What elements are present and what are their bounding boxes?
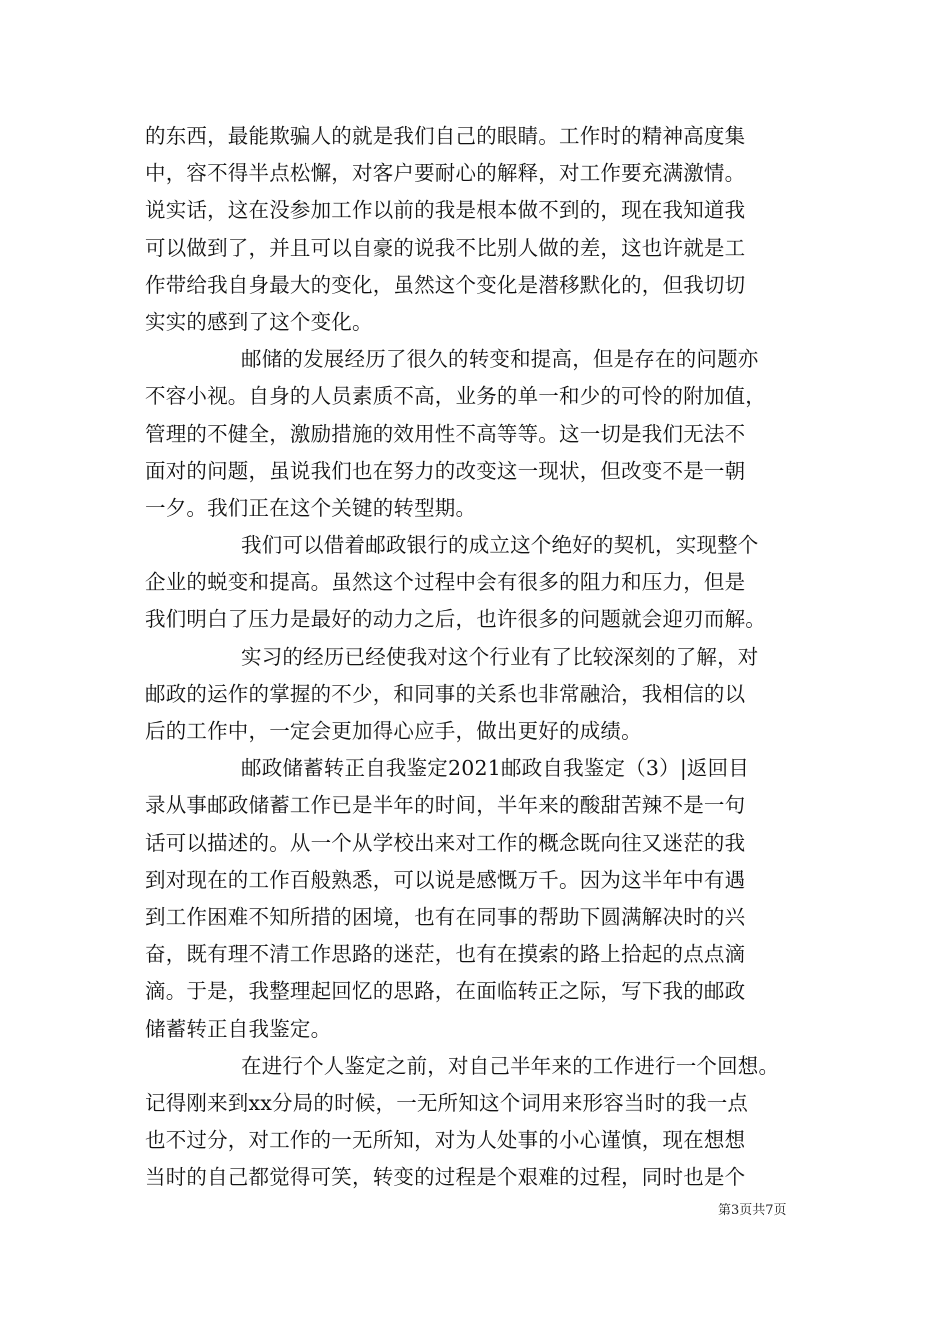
- text-line: 记得刚来到xx分局的时候，一无所知这个词用来形容当时的我一点: [145, 1090, 749, 1115]
- text-line: 面对的问题，虽说我们也在努力的改变这一现状，但改变不是一朝: [145, 458, 746, 483]
- text-line: 我们明白了压力是最好的动力之后，也许很多的问题就会迎刃而解。: [145, 607, 766, 632]
- text-line: 后的工作中，一定会更加得心应手，做出更好的成绩。: [145, 719, 642, 743]
- text-line: 我们可以借着邮政银行的成立这个绝好的契机，实现整个: [241, 533, 759, 558]
- text-line: 到对现在的工作百般熟悉，可以说是感慨万千。因为这半年中有遇: [145, 867, 746, 892]
- text-line: 滴。于是，我整理起回忆的思路，在面临转正之际，写下我的邮政: [145, 979, 746, 1004]
- text-line: 录从事邮政储蓄工作已是半年的时间，半年来的酸甜苦辣不是一句: [145, 793, 746, 818]
- text-line: 作带给我自身最大的变化，虽然这个变化是潜移默化的，但我切切: [145, 272, 746, 297]
- text-line: 实实的感到了这个变化。: [145, 309, 373, 334]
- text-line: 可以做到了，并且可以自豪的说我不比别人做的差，这也许就是工: [145, 235, 746, 260]
- text-line: 也不过分，对工作的一无所知，对为人处事的小心谨慎，现在想想: [145, 1128, 746, 1153]
- paragraph-3: [145, 527, 835, 639]
- text-line: 实习的经历已经使我对这个行业有了比较深刻的了解，对: [241, 644, 759, 669]
- text-line: 管理的不健全，激励措施的效用性不高等等。这一切是我们无法不: [145, 421, 746, 446]
- text-line: 说实话，这在没参加工作以前的我是根本做不到的，现在我知道我: [145, 198, 746, 223]
- paragraph-1: [145, 118, 835, 341]
- text-line: 当时的自己都觉得可笑，转变的过程是个艰难的过程，同时也是个: [145, 1165, 746, 1190]
- text-line: 邮政的运作的掌握的不少，和同事的关系也非常融洽，我相信的以: [145, 681, 746, 706]
- paragraph-4: [145, 639, 835, 751]
- page-number: 第3页共7页: [718, 1203, 787, 1218]
- text-line: 不容小视。自身的人员素质不高，业务的单一和少的可怜的附加值，: [145, 384, 766, 409]
- text-line: 奋，既有理不清工作思路的迷茫，也有在摸索的路上拾起的点点滴: [145, 942, 746, 967]
- text-line: 在进行个人鉴定之前，对自己半年来的工作进行一个回想。: [241, 1053, 780, 1078]
- text-line: 话可以描述的。从一个从学校出来对工作的概念既向往又迷茫的我: [145, 830, 746, 855]
- text-line: 企业的蜕变和提高。虽然这个过程中会有很多的阻力和压力，但是: [145, 570, 746, 595]
- document-body: [145, 118, 835, 1196]
- paragraph-6: [145, 1048, 835, 1197]
- text-line: 的东西，最能欺骗人的就是我们自己的眼睛。工作时的精神高度集: [145, 124, 746, 148]
- text-line: 到工作困难不知所措的困境，也有在同事的帮助下圆满解决时的兴: [145, 904, 746, 929]
- text-line: 一夕。我们正在这个关键的转型期。: [145, 495, 477, 520]
- paragraph-5: [145, 750, 835, 1048]
- text-line: 邮储的发展经历了很久的转变和提高，但是存在的问题亦: [241, 347, 759, 372]
- text-line: 储蓄转正自我鉴定。: [145, 1016, 332, 1041]
- text-line: 邮政储蓄转正自我鉴定2021邮政自我鉴定（3）|返回目: [241, 756, 750, 781]
- paragraph-2: [145, 341, 835, 527]
- text-line: 中，容不得半点松懈，对客户要耐心的解释，对工作要充满激情。: [145, 161, 746, 186]
